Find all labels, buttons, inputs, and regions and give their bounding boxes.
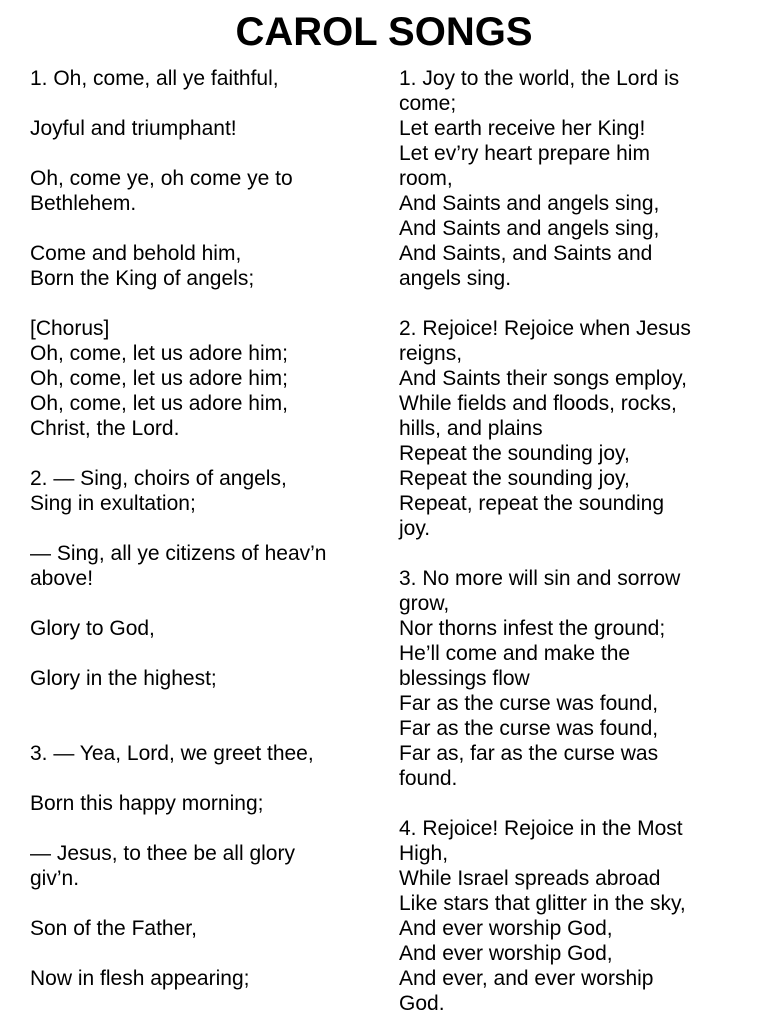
- blank-line: [30, 441, 390, 466]
- blank-line: [30, 766, 390, 791]
- lyric-line: 2. — Sing, choirs of angels,: [30, 467, 287, 490]
- blank-line: [30, 816, 390, 841]
- right-column-lyrics: [399, 66, 744, 1016]
- lyric-line: — Sing, all ye citizens of heav’n: [30, 542, 327, 565]
- lyric-line: reigns,: [399, 342, 463, 365]
- blank-line: [30, 891, 390, 916]
- blank-line: [30, 941, 390, 966]
- blank-line: [399, 541, 744, 566]
- lyric-line: Repeat the sounding joy,: [399, 442, 630, 465]
- lyric-line: Come and behold him,: [30, 242, 242, 265]
- lyric-line: Sing in exultation;: [30, 492, 196, 515]
- left-column-lyrics: [30, 66, 390, 991]
- lyric-line: 4. Rejoice! Rejoice in the Most: [399, 817, 683, 840]
- lyric-line: [Chorus]: [30, 317, 110, 340]
- blank-line: [399, 291, 744, 316]
- lyric-line: God.: [399, 992, 445, 1015]
- blank-line: [30, 516, 390, 541]
- lyric-line: come;: [399, 92, 457, 115]
- lyric-line: Bethlehem.: [30, 192, 137, 215]
- lyric-line: While fields and floods, rocks,: [399, 392, 677, 415]
- lyric-line: giv’n.: [30, 867, 80, 890]
- page-title: CAROL SONGS: [235, 10, 533, 54]
- lyric-line: Glory in the highest;: [30, 667, 217, 690]
- lyric-line: Nor thorns infest the ground;: [399, 617, 666, 640]
- lyric-line: Son of the Father,: [30, 917, 197, 940]
- lyric-line: Let earth receive her King!: [399, 117, 646, 140]
- lyric-line: Far as, far as the curse was: [399, 742, 659, 765]
- lyric-line: above!: [30, 567, 94, 590]
- lyric-line: Joyful and triumphant!: [30, 117, 237, 140]
- blank-line: [30, 216, 390, 241]
- lyric-line: Christ, the Lord.: [30, 417, 180, 440]
- lyric-line: While Israel spreads abroad: [399, 867, 661, 890]
- lyric-line: And Saints and angels sing,: [399, 192, 660, 215]
- lyric-line: 1. Oh, come, all ye faithful,: [30, 67, 279, 90]
- lyric-line: 3. No more will sin and sorrow: [399, 567, 681, 590]
- lyric-line: Oh, come, let us adore him,: [30, 392, 288, 415]
- blank-line: [30, 91, 390, 116]
- lyric-line: — Jesus, to thee be all glory: [30, 842, 295, 865]
- blank-line: [30, 641, 390, 666]
- lyric-line: Now in flesh appearing;: [30, 967, 250, 990]
- blank-line: [30, 716, 390, 741]
- blank-line: [30, 291, 390, 316]
- lyric-line: found.: [399, 767, 458, 790]
- lyric-line: grow,: [399, 592, 450, 615]
- lyric-line: Oh, come, let us adore him;: [30, 342, 288, 365]
- lyric-line: hills, and plains: [399, 417, 543, 440]
- lyric-line: 3. — Yea, Lord, we greet thee,: [30, 742, 314, 765]
- lyric-line: Repeat, repeat the sounding: [399, 492, 665, 515]
- blank-line: [30, 691, 390, 716]
- lyric-line: High,: [399, 842, 449, 865]
- lyric-line: And Saints and angels sing,: [399, 217, 660, 240]
- lyric-line: Repeat the sounding joy,: [399, 467, 630, 490]
- lyric-line: room,: [399, 167, 453, 190]
- lyric-line: 2. Rejoice! Rejoice when Jesus: [399, 317, 691, 340]
- lyric-line: Born the King of angels;: [30, 267, 255, 290]
- blank-line: [30, 141, 390, 166]
- lyric-line: And ever worship God,: [399, 942, 613, 965]
- lyric-line: Oh, come ye, oh come ye to: [30, 167, 293, 190]
- lyric-line: 1. Joy to the world, the Lord is: [399, 67, 680, 90]
- lyric-line: angels sing.: [399, 267, 512, 290]
- lyric-line: blessings flow: [399, 667, 530, 690]
- lyric-line: And Saints, and Saints and: [399, 242, 653, 265]
- lyric-line: joy.: [399, 517, 431, 540]
- lyric-line: Like stars that glitter in the sky,: [399, 892, 686, 915]
- lyric-line: Far as the curse was found,: [399, 717, 659, 740]
- lyric-line: Born this happy morning;: [30, 792, 264, 815]
- lyric-line: Glory to God,: [30, 617, 155, 640]
- lyric-line: And ever, and ever worship: [399, 967, 654, 990]
- lyric-line: Far as the curse was found,: [399, 692, 659, 715]
- lyric-line: Let ev’ry heart prepare him: [399, 142, 650, 165]
- lyric-line: And Saints their songs employ,: [399, 367, 687, 390]
- lyric-line: He’ll come and make the: [399, 642, 631, 665]
- lyric-line: Oh, come, let us adore him;: [30, 367, 288, 390]
- lyric-line: And ever worship God,: [399, 917, 613, 940]
- blank-line: [30, 591, 390, 616]
- blank-line: [399, 791, 744, 816]
